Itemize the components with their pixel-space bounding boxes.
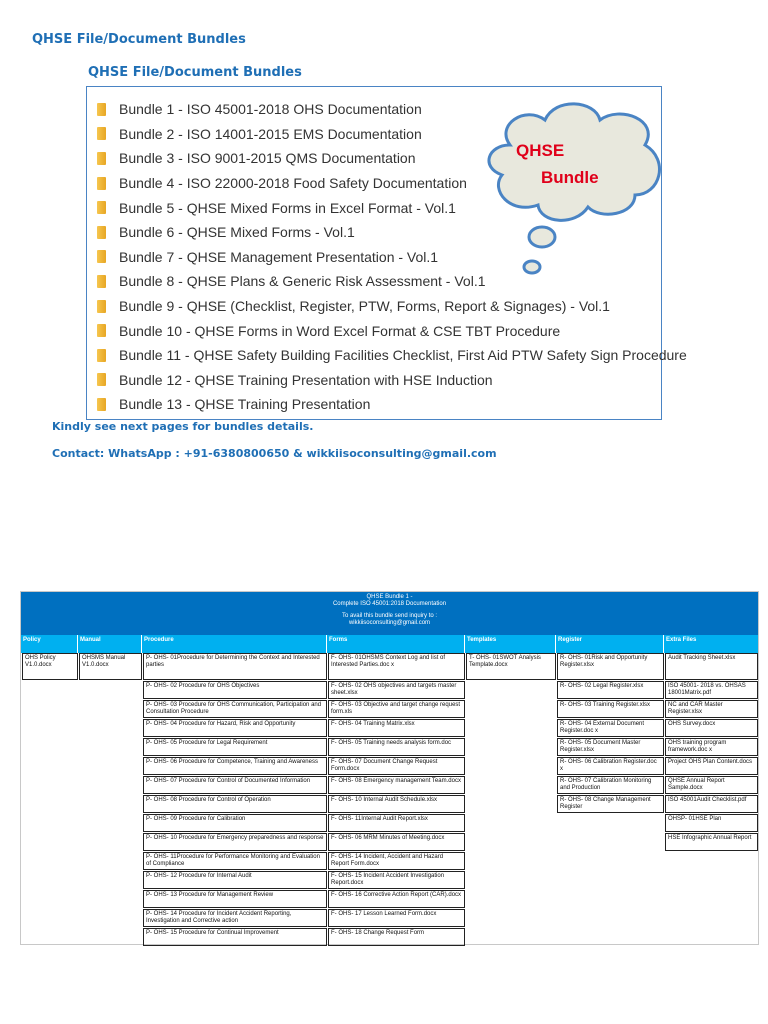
folder-icon xyxy=(97,300,106,313)
folder-icon xyxy=(97,103,106,116)
list-item[interactable] xyxy=(97,343,687,368)
table-cell: R- OHS- 07 Calibration Monitoring and Production xyxy=(557,776,664,794)
table-subtitle: Complete ISO 45001:2018 Documentation xyxy=(332,601,447,607)
table-cell: P- OHS- 14 Procedure for Incident Accident Reporting, Investigation and Corrective action xyxy=(143,909,327,927)
bundle-label: Bundle 10 - QHSE Forms in Word Excel Format & CSE TBT Procedure xyxy=(119,322,561,339)
column-header: Register xyxy=(556,635,664,653)
table-cell: F- OHS- 18 Change Request Form xyxy=(328,928,465,946)
bundle-label: Bundle 2 - ISO 14001-2015 EMS Documentation xyxy=(119,125,422,142)
table-cell: R- OHS- 05 Document Master Register.xlsx xyxy=(557,738,664,756)
table-cell: F- OHS- 06 MRM Minutes of Meeting.docx xyxy=(328,833,465,851)
forms-column xyxy=(327,653,465,947)
list-item[interactable] xyxy=(97,392,687,417)
table-cell: F- OHS- 10 Internal Audit Schedule.xlsx xyxy=(328,795,465,813)
folder-icon xyxy=(97,398,106,411)
table-cell: P- OHS- 15 Procedure for Continual Improvement xyxy=(143,928,327,946)
table-cell: P- OHS- 06 Procedure for Competence, Training and Awareness xyxy=(143,757,327,775)
table-cell: QHSE Annual Report Sample.docx xyxy=(665,776,758,794)
table-cell: P- OHS- 12 Procedure for Internal Audit xyxy=(143,871,327,889)
folder-icon xyxy=(97,226,106,239)
table-cell: F- OHS- 02 OHS objectives and targets master sheet.xlsx xyxy=(328,681,465,699)
table-cell: P- OHS- 11Procedure for Performance Monitoring and Evaluation of Compliance xyxy=(143,852,327,870)
table-cell: F- OHS- 03 Objective and target change request form.xls xyxy=(328,700,465,718)
bundle-label: Bundle 9 - QHSE (Checklist, Register, PTW, Forms, Report & Signages) - Vol.1 xyxy=(119,298,610,315)
column-header: Forms xyxy=(327,635,465,653)
bundle-label: Bundle 5 - QHSE Mixed Forms in Excel Format - Vol.1 xyxy=(119,199,456,216)
bundle-label: Bundle 11 - QHSE Safety Building Facilities Checklist, First Aid PTW Safety Sign Procedure xyxy=(119,347,687,364)
table-cell: P- OHS- 01Procedure for Determining the Context and Interested parties xyxy=(143,653,327,680)
cloud-text-line1: QHSE xyxy=(516,141,565,160)
panel-title: QHSE File/Document Bundles xyxy=(88,65,302,80)
table-cell: OHS training program framework.doc x xyxy=(665,738,758,756)
folder-icon xyxy=(97,250,106,263)
policy-column xyxy=(21,653,78,947)
bundle-label: Bundle 8 - QHSE Plans & Generic Risk Assessment - Vol.1 xyxy=(119,273,486,290)
table-cell: F- OHS- 15 Incident Accident Investigation Report.docx xyxy=(328,871,465,889)
table-body xyxy=(21,653,758,947)
table-cell: R- OHS- 03 Training Register.xlsx xyxy=(557,700,664,718)
page-title: QHSE File/Document Bundles xyxy=(32,32,246,47)
table-cell: F- OHS- 05 Training needs analysis form.doc xyxy=(328,738,465,756)
column-header: Manual xyxy=(78,635,142,653)
table-cell: F- OHS- 04 Training Matrix.xlsx xyxy=(328,719,465,737)
table-cell: NC and CAR Master Register.xlsx xyxy=(665,700,758,718)
table-header xyxy=(21,592,758,635)
table-cell: OHSP- 01HSE Plan xyxy=(665,814,758,832)
table-cell: ISO 45001Audit Checklist.pdf xyxy=(665,795,758,813)
bundle-note: Kindly see next pages for bundles details. xyxy=(52,420,314,433)
bundle-table xyxy=(20,591,759,945)
table-cell: F- OHS- 01OHSMS Context Log and list of Interested Parties.doc x xyxy=(328,653,465,680)
table-cell: Project OHS Plan Content.docs xyxy=(665,757,758,775)
table-cell: R- OHS- 08 Change Management Register xyxy=(557,795,664,813)
column-header: Policy xyxy=(21,635,78,653)
list-item[interactable] xyxy=(97,318,687,343)
table-cell: R- OHS- 01Risk and Opportunity Register.xlsx xyxy=(557,653,664,680)
table-cell: P- OHS- 05 Procedure for Legal Requirement xyxy=(143,738,327,756)
templates-column xyxy=(465,653,556,947)
list-item[interactable] xyxy=(97,368,687,393)
table-cell: F- OHS- 14 Incident, Accident and Hazard Report Form.docx xyxy=(328,852,465,870)
bundle-label: Bundle 13 - QHSE Training Presentation xyxy=(119,396,371,413)
folder-icon xyxy=(97,177,106,190)
procedure-column xyxy=(142,653,327,947)
table-cell: P- OHS- 09 Procedure for Calibration xyxy=(143,814,327,832)
table-cell: P- OHS- 13 Procedure for Management Review xyxy=(143,890,327,908)
table-cell: R- OHS- 06 Calibration Register.doc x xyxy=(557,757,664,775)
bundle-label: Bundle 12 - QHSE Training Presentation with HSE Induction xyxy=(119,371,493,388)
table-cell: P- OHS- 08 Procedure for Control of Operation xyxy=(143,795,327,813)
table-cell: R- OHS- 02 Legal Register.xlsx xyxy=(557,681,664,699)
table-cell: OHSMS Manual V1.0.docx xyxy=(79,653,142,680)
column-header: Procedure xyxy=(142,635,327,653)
table-email: wikkiisoconsulting@gmail.com xyxy=(348,620,431,626)
bundle-label: Bundle 4 - ISO 22000-2018 Food Safety Documentation xyxy=(119,175,467,192)
manual-column xyxy=(78,653,142,947)
list-item[interactable] xyxy=(97,294,687,319)
extra-files-column xyxy=(664,653,758,947)
table-cell: P- OHS- 03 Procedure for OHS Communication, Participation and Consultation Procedure xyxy=(143,700,327,718)
bundle-label: Bundle 1 - ISO 45001-2018 OHS Documentation xyxy=(119,101,422,118)
table-cell: P- OHS- 07 Procedure for Control of Documented Information xyxy=(143,776,327,794)
bundle-label: Bundle 3 - ISO 9001-2015 QMS Documentation xyxy=(119,150,416,167)
table-cell: HSE Infographic Annual Report xyxy=(665,833,758,851)
bundle-label: Bundle 7 - QHSE Management Presentation - Vol.1 xyxy=(119,248,439,265)
table-cell: P- OHS- 04 Procedure for Hazard, Risk and Opportunity xyxy=(143,719,327,737)
table-cell: Audit Tracking Sheet.xlsx xyxy=(665,653,758,680)
table-cell: P- OHS- 10 Procedure for Emergency preparedness and response xyxy=(143,833,327,851)
contact-line: Contact: WhatsApp : +91-6380800650 & wikkiisoconsulting@gmail.com xyxy=(52,447,497,460)
column-headers xyxy=(21,635,758,653)
column-header: Templates xyxy=(465,635,556,653)
table-cell: F- OHS- 16 Corrective Action Report (CAR).docx xyxy=(328,890,465,908)
folder-icon xyxy=(97,349,106,362)
table-cell: F- OHS- 07 Document Change Request Form.docx xyxy=(328,757,465,775)
bundle-label: Bundle 6 - QHSE Mixed Forms - Vol.1 xyxy=(119,224,355,241)
folder-icon xyxy=(97,373,106,386)
table-cell: F- OHS- 08 Emergency management Team.docx xyxy=(328,776,465,794)
table-title: QHSE Bundle 1 - xyxy=(366,594,413,600)
table-cell: OHS Policy V1.0.docx xyxy=(22,653,78,680)
table-cell: F- OHS- 17 Lesson Learned Form.docx xyxy=(328,909,465,927)
folder-icon xyxy=(97,152,106,165)
register-column xyxy=(556,653,664,947)
table-cell: F- OHS- 11Internal Audit Report.xlsx xyxy=(328,814,465,832)
folder-icon xyxy=(97,324,106,337)
table-cell: R- OHS- 04 External Document Register.doc x xyxy=(557,719,664,737)
folder-icon xyxy=(97,201,106,214)
folder-icon xyxy=(97,275,106,288)
column-header: Extra Files xyxy=(666,637,697,643)
table-cell: ISO 45001- 2018 vs. OHSAS 18001Matrix.pdf xyxy=(665,681,758,699)
table-cell: OHS Survey.docx xyxy=(665,719,758,737)
folder-icon xyxy=(97,127,106,140)
table-cell: P- OHS- 02 Procedure for OHS Objectives xyxy=(143,681,327,699)
table-inquiry: To avail this bundle send inquiry to : xyxy=(341,613,438,619)
table-cell: T- OHS- 01SWOT Analysis Template.docx xyxy=(466,653,556,680)
cloud-text-line2: Bundle xyxy=(541,168,599,187)
